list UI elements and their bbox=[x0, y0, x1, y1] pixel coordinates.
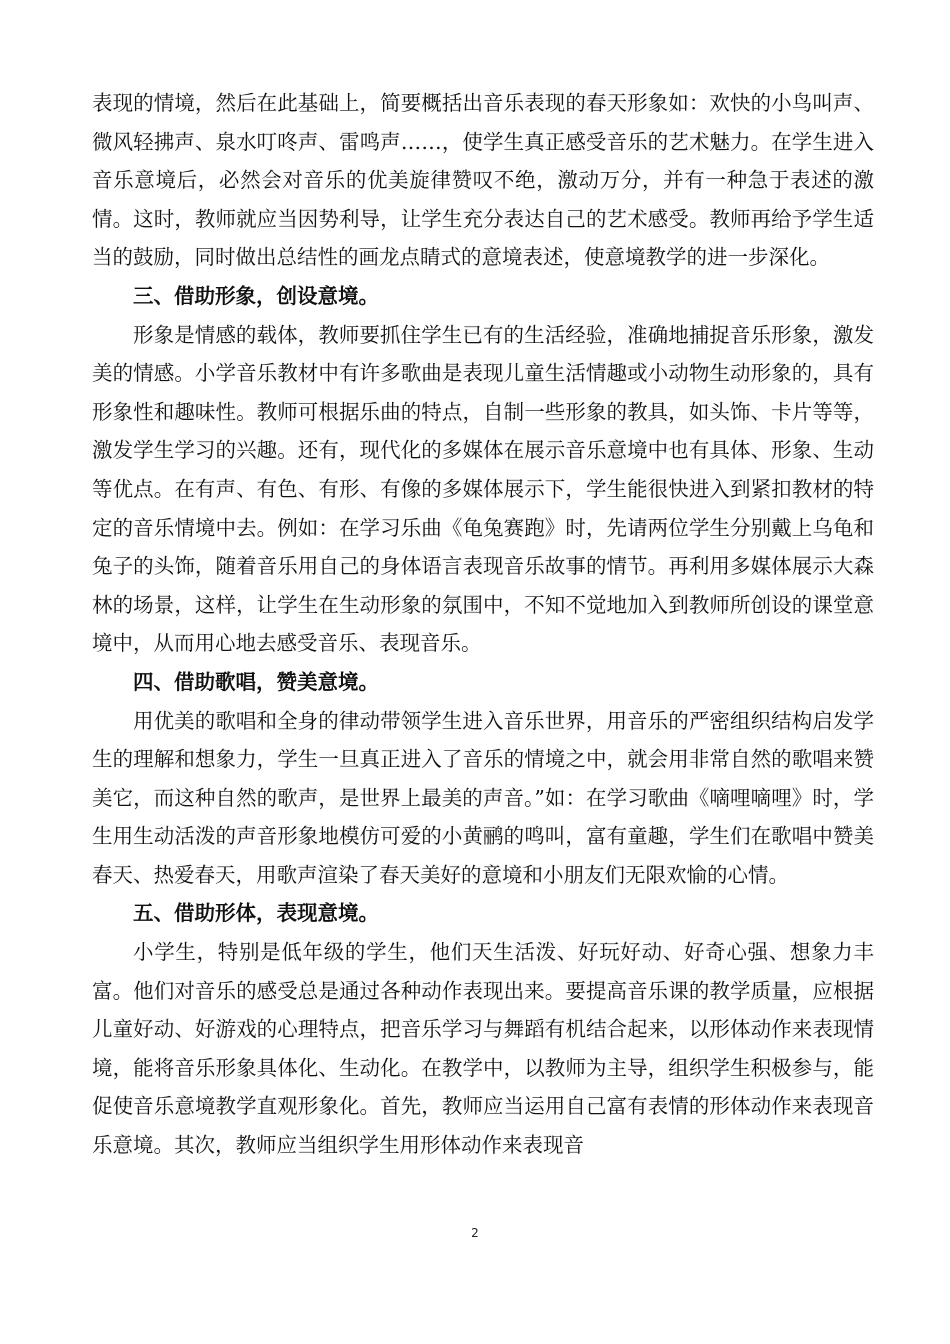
paragraph-intro: 表现的情境，然后在此基础上，简要概括出音乐表现的春天形象如：欢快的小鸟叫声、微风轻拂声、泉水叮咚声、雷鸣声……，使学生真正感受音乐的艺术魅力。在学生进入音乐意境后，必然会对音乐的优美旋律赞叹不绝，激动万分，并有一种急于表述的激情。这时，教师就应当因势利导，让学生充分表达自己的艺术感受。教师再给予学生适当的鼓励，同时做出总结性的画龙点睛式的意境表述，使意境教学的进一步深化。 bbox=[92, 91, 874, 270]
paragraph-section-3: 形象是情感的载体，教师要抓住学生已有的生活经验，准确地捕捉音乐形象，激发美的情感。小学音乐教材中有许多歌曲是表现儿童生活情趣或小动物生动形象的，具有形象性和趣味性。教师可根据乐曲的特点，自制一些形象的教具，如头饰、卡片等等，激发学生学习的兴趣。还有，现代化的多媒体在展示音乐意境中也有具体、形象、生动等优点。在有声、有色、有形、有像的多媒体展示下，学生能很快进入到紧扣教材的特定的音乐情境中去。例如：在学习乐曲《龟兔赛跑》时，先请两位学生分别戴上乌龟和兔子的头饰，随着音乐用自己的身体语言表现音乐故事的情节。再利用多媒体展示大森林的场景，这样，让学生在生动形象的氛围中，不知不觉地加入到教师所创设的课堂意境中，从而用心地去感受音乐、表现音乐。 bbox=[92, 322, 874, 656]
section-heading-4: 四、借助歌唱，赞美意境。 bbox=[133, 669, 379, 694]
document-body bbox=[92, 84, 874, 1165]
section-heading-5: 五、借助形体，表现意境。 bbox=[133, 901, 379, 926]
section-heading-3: 三、借助形象，创设意境。 bbox=[133, 283, 379, 308]
paragraph-section-4: 用优美的歌唱和全身的律动带领学生进入音乐世界，用音乐的严密组织结构启发学生的理解和想象力，学生一旦真正进入了音乐的情境之中，就会用非常自然的歌唱来赞美它，而这种自然的歌声，是世界上最美的声音。”如：在学习歌曲《嘀哩嘀哩》时，学生用生动活泼的声音形象地模仿可爱的小黄鹂的鸣叫，富有童趣，学生们在歌唱中赞美春天、热爱春天，用歌声渲染了春天美好的意境和小朋友们无限欢愉的心情。 bbox=[92, 708, 874, 887]
page-number: 2 bbox=[471, 1226, 479, 1240]
paragraph-section-5: 小学生，特别是低年级的学生，他们天生活泼、好玩好动、好奇心强、想象力丰富。他们对音乐的感受总是通过各种动作表现出来。要提高音乐课的教学质量，应根据儿童好动、好游戏的心理特点，把音乐学习与舞蹈有机结合起来，以形体动作来表现情境，能将音乐形象具体化、生动化。在教学中，以教师为主导，组织学生积极参与，能促使音乐意境教学直观形象化。首先，教师应当运用自己富有表情的形体动作来表现音乐意境。其次，教师应当组织学生用形体动作来表现音 bbox=[92, 940, 874, 1158]
